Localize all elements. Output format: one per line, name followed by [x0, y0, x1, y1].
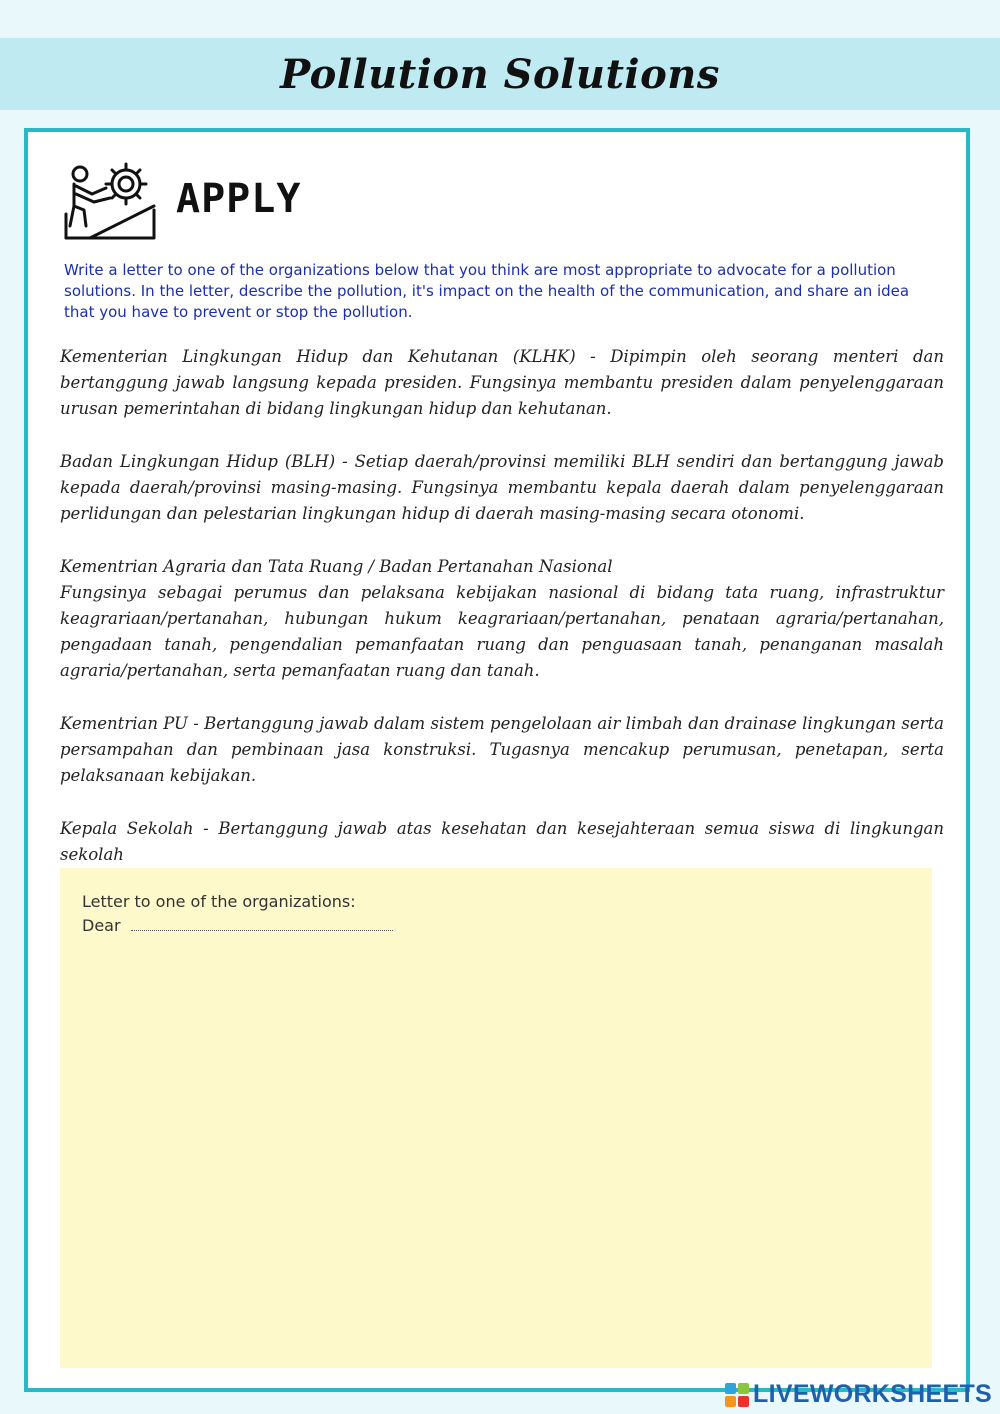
logo-square [725, 1383, 736, 1394]
watermark-text: LIVEWORKSHEETS [753, 1380, 992, 1408]
logo-square [738, 1383, 749, 1394]
logo-square [725, 1396, 736, 1407]
instruction-text: Write a letter to one of the organizations below that you think are most appropriate to advocate for a pollution solutions. In the letter, describe the pollution, it's impact on the health of the communication, and share an idea that you have to prevent or stop the pollution. [64, 261, 910, 321]
organization-klhk [60, 344, 944, 422]
dear-blank[interactable] [131, 918, 393, 931]
organization-description: Kementerian Lingkungan Hidup dan Kehutanan (KLHK) - Dipimpin oleh seorang menteri dan bertanggung jawab langsung kepada presiden. Fungsinya membantu presiden dalam penyelenggaraan urusan pemerintahan di bidang lingkungan hidup dan kehutanan. [60, 347, 944, 418]
title-banner [0, 38, 1000, 110]
liveworksheets-watermark [725, 1380, 992, 1409]
dear-line [82, 916, 393, 935]
letter-answer-box[interactable] [60, 868, 932, 1368]
organization-name: Kementrian Agraria dan Tata Ruang / Badan Pertanahan Nasional [60, 557, 613, 576]
organization-description: Badan Lingkungan Hidup (BLH) - Setiap daerah/provinsi memiliki BLH sendiri dan bertanggung jawab kepada daerah/provinsi masing-masing. Fungsinya membantu kepala daerah dalam penyelenggaraan perlidungan dan pelestarian lingkungan hidup di daerah masing-masing secara otonomi. [60, 452, 944, 523]
organization-blh [60, 449, 944, 527]
organization-description: Kementrian PU - Bertanggung jawab dalam sistem pengelolaan air limbah dan drainase lingkungan serta persampahan dan pembinaan jasa konstruksi. Tugasnya mencakup perumusan, penetapan, serta pelaksanaan kebijakan. [60, 714, 944, 785]
section-heading: APPLY [176, 176, 302, 222]
organization-description: Fungsinya sebagai perumus dan pelaksana kebijakan nasional di bidang tata ruang, infrastruktur keagrariaan/pertanahan, hubungan hukum keagrariaan/pertanahan, penataan agraria/pertanahan, pengadaan tanah, pengendalian pemanfaatan ruang dan penguasaan tanah, penanganan masalah agraria/pertanahan, serta pemanfaatan ruang dan tanah. [60, 583, 944, 680]
person-pushing-gear-icon [62, 154, 158, 250]
organization-list [60, 344, 944, 895]
page-title: Pollution Solutions [280, 50, 720, 98]
logo-square [738, 1396, 749, 1407]
organization-kepala-sekolah [60, 816, 944, 868]
dear-label: Dear [82, 916, 121, 935]
organization-description: Kepala Sekolah - Bertanggung jawab atas kesehatan dan kesejahteraan semua siswa di lingkungan sekolah [60, 819, 944, 864]
liveworksheets-logo-icon [725, 1383, 749, 1407]
apply-panel [24, 128, 970, 1392]
organization-pu [60, 711, 944, 789]
organization-atr-bpn [60, 554, 944, 684]
letter-label: Letter to one of the organizations: [82, 892, 356, 911]
